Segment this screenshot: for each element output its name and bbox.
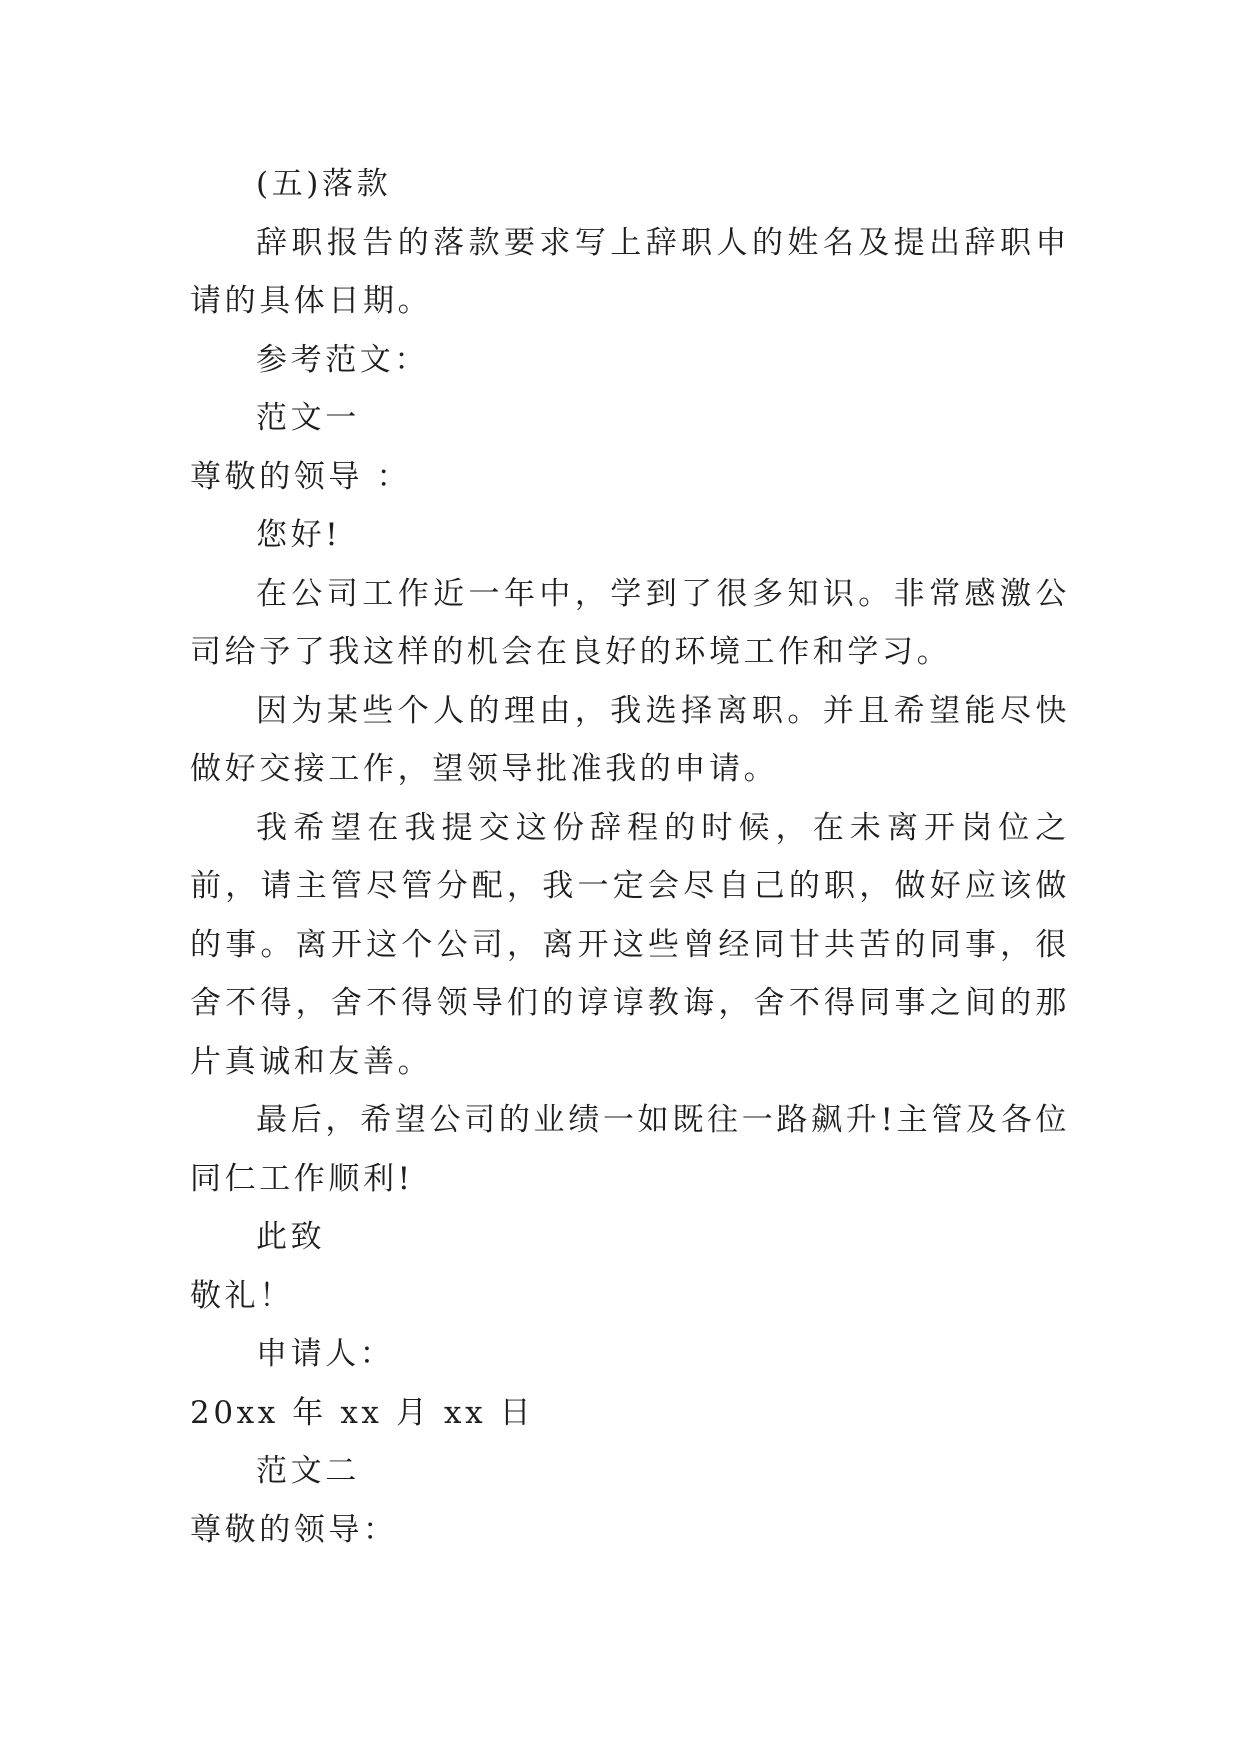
applicant-label: 申请人： [256,1336,395,1372]
salutation-two: 尊敬的领导： [190,1511,398,1548]
document-body [190,155,1070,1559]
paragraph-signature-requirement: 辞职报告的落款要求写上辞职人的姓名及提出辞职申请的具体日期。 [190,224,1070,319]
reference-samples-label: 参考范文： [256,341,429,378]
paragraph-closing-wishes: 最后，希望公司的业绩一如既往一路飙升!主管及各位同仁工作顺利! [190,1102,1070,1197]
paragraph-reason: 因为某些个人的理由，我选择离职。并且希望能尽快做好交接工作，望领导批准我的申请。 [190,692,1070,787]
greeting: 您好! [256,517,342,553]
paragraph-gratitude: 在公司工作近一年中，学到了很多知识。非常感激公司给予了我这样的机会在良好的环境工作和学习。 [190,575,1070,670]
date-line: 20xx 年 xx 月 xx 日 [190,1394,535,1431]
paragraph-handover: 我希望在我提交这份辞程的时候，在未离开岗位之前，请主管尽管分配，我一定会尽自己的职，做好应该做的事。离开这个公司，离开这些曾经同甘共苦的同事，很舍不得，舍不得领导们的谆谆教诲，舍不得同事之间的那片真诚和友善。 [190,809,1070,1080]
sample-one-heading: 范文一 [256,400,360,436]
salutation: 尊敬的领导 ： [190,458,412,495]
closing-phrase: 此致 [256,1219,326,1255]
closing-salute: 敬礼！ [190,1277,294,1314]
section-heading-signature: (五)落款 [256,166,392,202]
sample-two-heading: 范文二 [256,1453,360,1489]
